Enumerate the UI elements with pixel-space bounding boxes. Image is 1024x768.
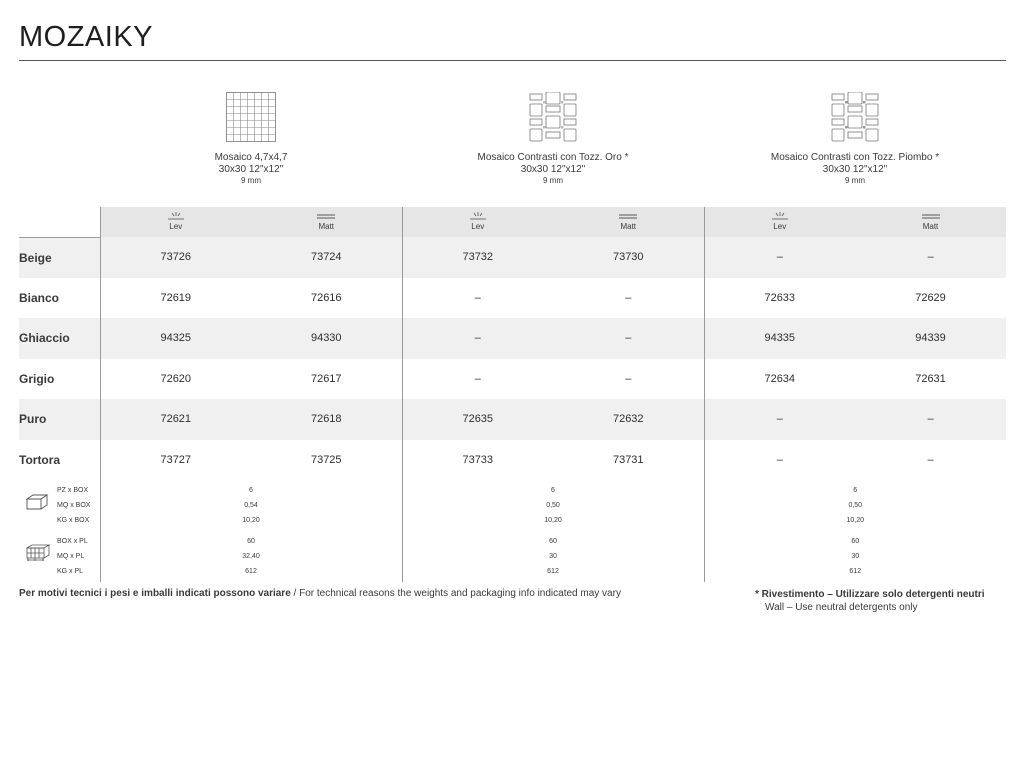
pallet-icon bbox=[25, 543, 51, 563]
product-code: – bbox=[855, 399, 1006, 440]
product-code: – bbox=[704, 399, 855, 440]
product-code: 72616 bbox=[310, 291, 342, 304]
pack-label: MQ x BOX bbox=[57, 502, 91, 509]
product-code: 73727 bbox=[100, 440, 251, 481]
product-code: 94330 bbox=[251, 318, 402, 359]
color-name: Grigio bbox=[19, 359, 100, 400]
title-divider bbox=[19, 60, 1006, 61]
wall-note-en: Wall – Use neutral detergents only bbox=[765, 602, 918, 613]
glossy-icon bbox=[770, 212, 790, 220]
product-header-2 bbox=[403, 92, 703, 186]
pack-values: 6 0,50 10,20 bbox=[704, 480, 1006, 531]
product-header-1 bbox=[101, 92, 401, 186]
product-code: 72617 bbox=[310, 372, 342, 385]
footnote: Per motivi tecnici i pesi e imballi indicati possono variare / For technical reasons the weights and packaging info indicated may vary bbox=[19, 588, 621, 599]
product-code: – bbox=[402, 359, 553, 400]
product-code: 72620 bbox=[100, 359, 251, 400]
matte-icon bbox=[618, 212, 638, 220]
table-row bbox=[19, 440, 1006, 481]
product-name: Mosaico Contrasti con Tozz. Piombo * bbox=[770, 152, 940, 163]
product-code: – bbox=[855, 237, 1006, 278]
wall-note-it: * Rivestimento – Utilizzare solo detergenti neutri bbox=[755, 589, 985, 600]
product-thickness: 9 mm bbox=[845, 176, 865, 185]
finish-matt: Matt bbox=[855, 207, 1006, 237]
product-code: 72629 bbox=[915, 291, 946, 304]
code-table bbox=[19, 207, 1006, 582]
table-row bbox=[19, 278, 1006, 319]
product-code: 73730 bbox=[553, 237, 704, 278]
mosaic-basket-thumbnail bbox=[528, 92, 578, 142]
box-icon bbox=[25, 493, 49, 511]
table-row bbox=[19, 399, 1006, 440]
finish-lev: Lev bbox=[402, 207, 553, 237]
finish-matt: Matt bbox=[553, 207, 704, 237]
product-name: Mosaico Contrasti con Tozz. Oro * bbox=[477, 152, 629, 163]
product-code: 72631 bbox=[915, 372, 946, 385]
finish-lev: Lev bbox=[704, 207, 855, 237]
color-name: Beige bbox=[19, 237, 100, 278]
product-thickness: 9 mm bbox=[241, 176, 261, 185]
color-name: Ghiaccio bbox=[19, 318, 100, 359]
color-name: Tortora bbox=[19, 440, 100, 481]
mosaic-grid-thumbnail bbox=[226, 92, 276, 142]
product-thickness: 9 mm bbox=[543, 176, 563, 185]
product-code: 94335 bbox=[704, 318, 855, 359]
product-code: 73732 bbox=[402, 237, 553, 278]
pack-label: KG x BOX bbox=[57, 517, 90, 524]
page-title: MOZAIKY bbox=[19, 21, 154, 53]
product-code: – bbox=[625, 372, 632, 385]
product-code: 72633 bbox=[704, 278, 855, 319]
pack-values: 6 0,50 10,20 bbox=[402, 480, 704, 531]
mosaic-basket-thumbnail bbox=[830, 92, 880, 142]
product-code: 94339 bbox=[855, 318, 1006, 359]
finish-matt: Matt bbox=[251, 207, 402, 237]
pack-label: MQ x PL bbox=[57, 553, 85, 560]
table-row bbox=[19, 318, 1006, 359]
product-code: 73726 bbox=[100, 237, 251, 278]
pack-values: 60 32,40 612 bbox=[100, 531, 402, 582]
glossy-icon bbox=[166, 212, 186, 220]
product-code: 73731 bbox=[612, 453, 644, 466]
pack-label: BOX x PL bbox=[57, 538, 88, 545]
pack-values: 60 30 612 bbox=[704, 531, 1006, 582]
product-code: 72621 bbox=[100, 399, 251, 440]
product-code: 73725 bbox=[310, 453, 342, 466]
product-name: Mosaico 4,7x4,7 bbox=[214, 152, 288, 163]
product-code: 72618 bbox=[251, 399, 402, 440]
packaging-pallet-row bbox=[19, 531, 1006, 582]
table-row bbox=[19, 237, 1006, 278]
color-name: Puro bbox=[19, 399, 100, 440]
product-code: 73724 bbox=[251, 237, 402, 278]
product-code: 72635 bbox=[402, 399, 553, 440]
finish-lev: Lev bbox=[100, 207, 251, 237]
product-code: 72634 bbox=[704, 359, 855, 400]
color-name: Bianco bbox=[19, 278, 100, 319]
product-size: 30x30 12"x12" bbox=[218, 164, 284, 175]
product-code: 72632 bbox=[553, 399, 704, 440]
pack-values: 60 30 612 bbox=[402, 531, 704, 582]
product-header-3 bbox=[705, 92, 1005, 186]
pack-label: PZ x BOX bbox=[57, 487, 89, 494]
product-code: – bbox=[402, 318, 553, 359]
product-code: – bbox=[927, 453, 934, 466]
wall-note bbox=[755, 588, 1005, 614]
product-code: – bbox=[625, 291, 632, 304]
product-code: 73733 bbox=[402, 440, 553, 481]
product-code: – bbox=[553, 318, 704, 359]
product-code: – bbox=[704, 237, 855, 278]
product-size: 30x30 12"x12" bbox=[822, 164, 888, 175]
product-size: 30x30 12"x12" bbox=[520, 164, 586, 175]
pack-label: KG x PL bbox=[57, 568, 84, 575]
finish-header-row bbox=[19, 207, 1006, 237]
table-row bbox=[19, 359, 1006, 400]
product-code: 72619 bbox=[100, 278, 251, 319]
product-code: – bbox=[704, 440, 855, 481]
product-code: 94325 bbox=[100, 318, 251, 359]
matte-icon bbox=[316, 212, 336, 220]
matte-icon bbox=[921, 212, 941, 220]
packaging-box-row bbox=[19, 480, 1006, 531]
product-code: – bbox=[402, 278, 553, 319]
glossy-icon bbox=[468, 212, 488, 220]
pack-values: 6 0,54 10,20 bbox=[100, 480, 402, 531]
